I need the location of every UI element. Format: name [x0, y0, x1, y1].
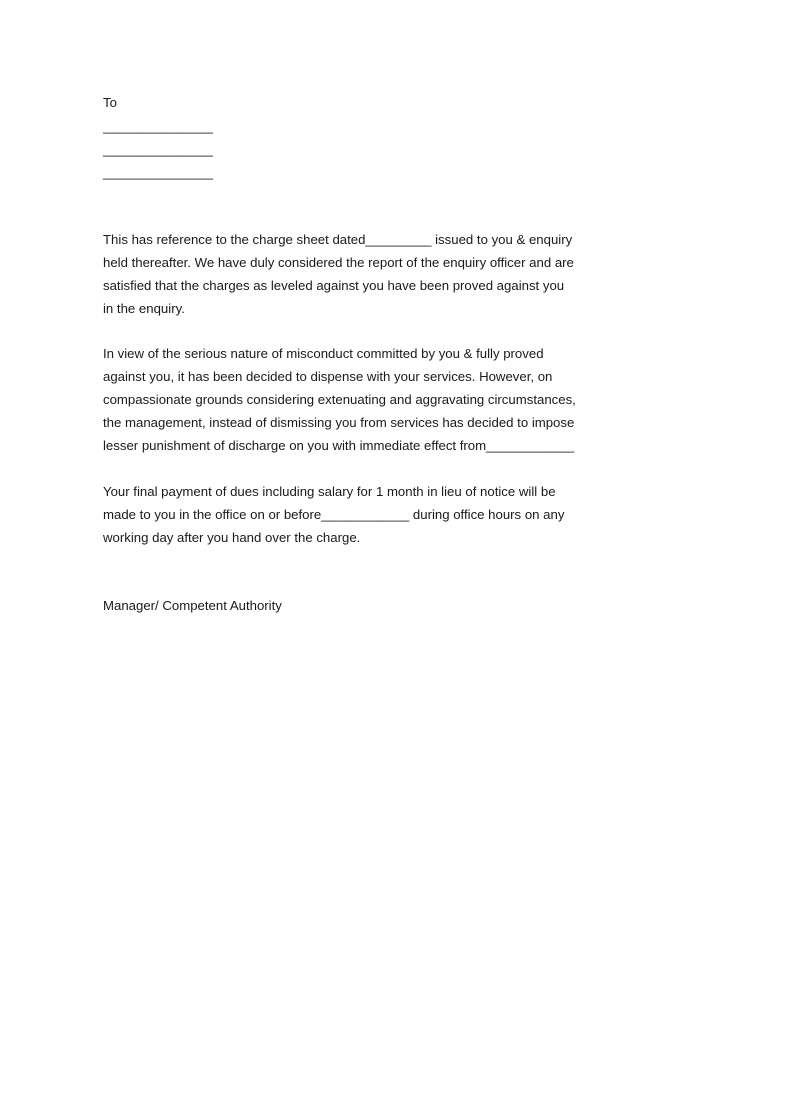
- paragraph-line: This has reference to the charge sheet dated_________ issued to you & enquiry: [103, 232, 573, 247]
- paragraph-line: Your final payment of dues including salary for 1 month in lieu of notice will be: [103, 484, 556, 499]
- paragraph-line: In view of the serious nature of misconduct committed by you & fully proved: [103, 346, 544, 361]
- paragraph-line: the management, instead of dismissing you from services has decided to impose: [103, 415, 575, 430]
- recipient-address-line: _______________: [103, 165, 214, 180]
- paragraph-line: working day after you hand over the charge.: [103, 530, 361, 545]
- paragraph-discharge-decision: [103, 342, 603, 457]
- paragraph-line: made to you in the office on or before____________ during office hours on any: [103, 507, 565, 522]
- paragraph-line: satisfied that the charges as leveled against you have been proved against you: [103, 278, 565, 293]
- paragraph-line: lesser punishment of discharge on you with immediate effect from____________: [103, 438, 575, 453]
- paragraph-line: held thereafter. We have duly considered the report of the enquiry officer and are: [103, 255, 574, 270]
- paragraph-line: compassionate grounds considering extenuating and aggravating circumstances,: [103, 392, 576, 407]
- recipient-address-line: _______________: [103, 119, 214, 134]
- paragraph-charge-sheet-reference: [103, 228, 603, 320]
- recipient-label: To: [103, 95, 117, 110]
- signature-line: Manager/ Competent Authority: [103, 598, 282, 613]
- paragraph-final-payment: [103, 480, 603, 549]
- paragraph-line: against you, it has been decided to dispense with your services. However, on: [103, 369, 553, 384]
- paragraph-line: in the enquiry.: [103, 301, 185, 316]
- recipient-address-line: _______________: [103, 142, 214, 157]
